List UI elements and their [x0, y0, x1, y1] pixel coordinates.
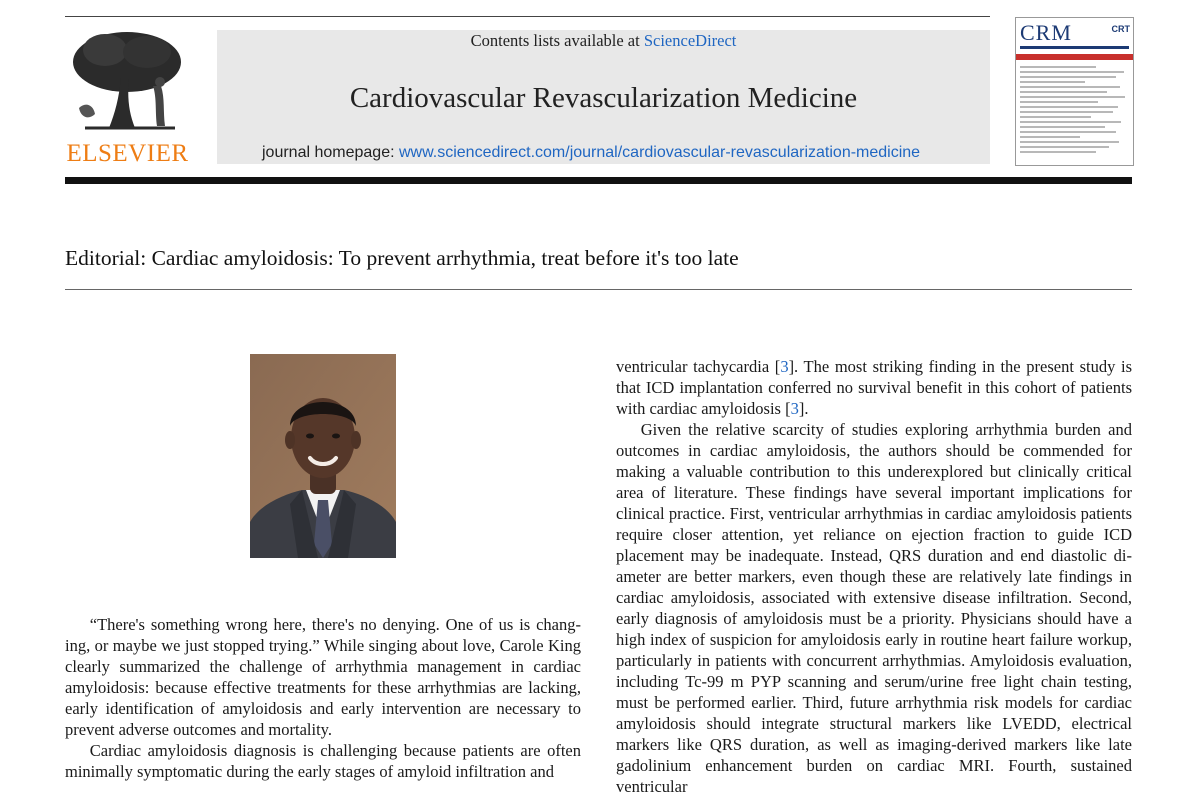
- elsevier-logo[interactable]: [65, 28, 190, 168]
- paragraph: “There's something wrong here, there's no denying. One of us is changing, or maybe we just stopped trying.” While singing about love, Carole King clearly summarized the challenge of arrhythmia management in cardiac amyloidosis: because effective treatments for these arrhythmias are lacking, early identification of amyloidosis and early intervention are necessary to prevent adverse outcomes and mortality.: [65, 615, 581, 739]
- reference-link[interactable]: 3: [790, 399, 799, 418]
- header-rule: [65, 177, 1132, 184]
- title-rule: [65, 289, 1132, 290]
- paragraph: Cardiac amyloidosis diagnosis is challenging because patients are often minimally symptomatic during the early stages of amyloid infiltration and: [65, 741, 581, 781]
- cover-header: [1016, 18, 1133, 54]
- cover-band: [1016, 54, 1133, 60]
- author-photo: [250, 354, 396, 558]
- cover-badge: CRT: [1111, 24, 1130, 34]
- left-column: [65, 614, 581, 782]
- top-rule: [65, 16, 990, 17]
- elsevier-wordmark: ELSEVIER: [66, 140, 189, 167]
- journal-homepage-link[interactable]: www.sciencedirect.com/journal/cardiovascular-revascularization-medicine: [398, 144, 921, 161]
- homepage-prefix: journal homepage:: [262, 144, 399, 161]
- paragraph: [616, 356, 1132, 419]
- text-segment: ]. The most striking finding in the present study is that ICD implantation conferred no survival benefit in this cohort of patients with cardiac amyloidosis [: [616, 357, 1133, 418]
- journal-title[interactable]: Cardiovascular Revascularization Medicine: [349, 82, 858, 114]
- homepage-line: [262, 144, 920, 162]
- cover-title: CRM: [1020, 20, 1072, 45]
- paragraph: Given the relative scarcity of studies exploring arrhythmia burden and outcomes in cardiac amyloidosis, the authors should be commended for making a valuable contribution to this underexplored but clinically critical area of literature. These findings have several important implications for clinical practice. First, ventricular arrhythmias in cardiac amyloidosis patients require closer attention, yet reliance on ejection fraction to guide ICD placement may be inadequate. Instead, QRS duration and end diastolic diameter are better markers, even though these are relatively late findings in cardiac amyloidosis, associated with extensive disease infiltration. Second, early diagnosis of amyloidosis must be a priority. Physicians should have a high index of suspicion for amyloidosis early in routine heart failure workup, particularly in patients with concurrent arrhythmias. Amyloidosis evaluation, including Tc-99 m PYP scanning and serum/urine free light chain testing, must be performed earlier. Third, future arrhythmia risk models for cardiac amyloidosis should integrate structural markers like LVEDD, electrical markers like QRS duration, as well as imaging-derived markers like late gadolinium enhancement burden on cardiac MRI. Fourth, sustained ventricular: [616, 420, 1132, 796]
- text-segment: ].: [798, 399, 809, 418]
- reference-link[interactable]: 3: [780, 357, 789, 376]
- journal-banner: [217, 30, 990, 164]
- cover-contents: [1020, 66, 1129, 156]
- text-segment: ventricular tachycardia [: [616, 357, 781, 376]
- tree-icon: [65, 28, 190, 138]
- cover-subtitle-bar: [1020, 46, 1129, 49]
- sciencedirect-link[interactable]: ScienceDirect: [643, 31, 737, 50]
- article-title: Editorial: Cardiac amyloidosis: To prevent arrhythmia, treat before it's too late: [65, 246, 739, 270]
- contents-line: [217, 31, 990, 51]
- contents-prefix: Contents lists available at: [470, 31, 644, 50]
- journal-cover[interactable]: [1015, 17, 1134, 166]
- right-column: [616, 356, 1132, 797]
